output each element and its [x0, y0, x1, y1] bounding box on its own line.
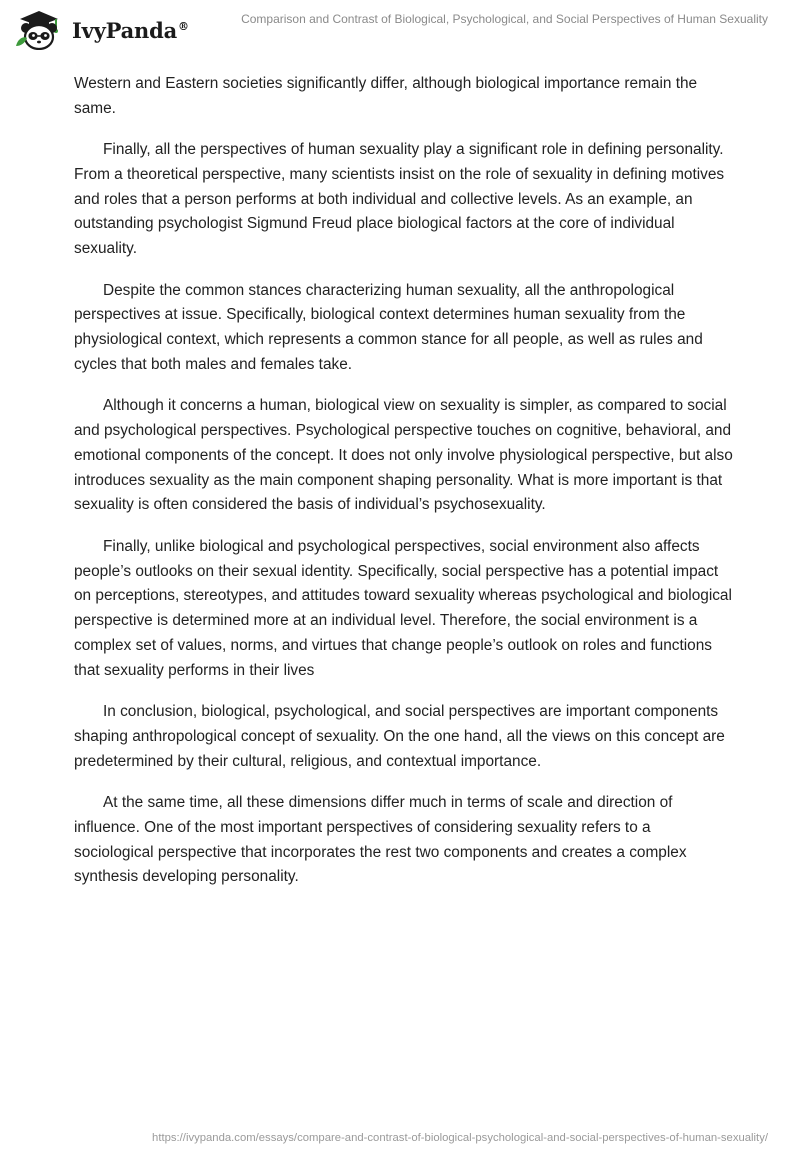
- paragraph-2: Finally, all the perspectives of human sexuality play a significant role in defining personality. From a theoretical perspective, many scientists insist on the role of sexuality in defining motives and roles that a person performs at both individual and collective levels. As an example, an outstanding psychologist Sigmund Freud place biological factors at the core of individual sexuality.: [74, 141, 725, 258]
- paragraph-7: At the same time, all these dimensions differ much in terms of scale and direction of influence. One of the most important perspectives of considering sexuality refers to a sociological perspective that incorporates the rest two components and creates a complex synthesis developing personality.: [74, 793, 687, 886]
- paragraph-1: Western and Eastern societies significantly differ, although biological importance remain the same.: [74, 75, 698, 117]
- paragraph-3: Despite the common stances characterizing human sexuality, all the anthropological perspectives at issue. Specifically, biological context determines human sexuality from the physiological context, which represents a common stance for all people, as well as rules and cycles that both males and females take.: [74, 281, 703, 373]
- panda-graduate-icon: [14, 8, 64, 50]
- document-title: Comparison and Contrast of Biological, Psychological, and Social Perspectives of Human Sexuality: [241, 12, 768, 26]
- essay-body: [74, 72, 734, 907]
- paragraph-4: Although it concerns a human, biological view on sexuality is simpler, as compared to social and psychological perspectives. Psychological perspective touches on cognitive, behavioral, and emotional components of the concept. It does not only involve physiological perspective, but also introduces sexuality as the main component shaping personality. What is more important is that sexuality is often considered the basis of individual’s psychosexuality.: [74, 397, 733, 514]
- paragraph-5: Finally, unlike biological and psychological perspectives, social environment also affects people’s outlooks on their sexual identity. Specifically, social perspective has a potential impact on perceptions, stereotypes, and attitudes toward sexuality whereas psychological and biological perspective is determined more at an individual level. Therefore, the social environment is a complex set of values, norms, and virtues that change people’s outlook on roles and functions that sexuality performs in their lives: [74, 537, 732, 679]
- source-url[interactable]: https://ivypanda.com/essays/compare-and-contrast-of-biological-psychological-and-social-perspectives-of-human-sexuality/: [152, 1132, 768, 1144]
- logo-wordmark: IvyPanda®: [72, 17, 189, 43]
- paragraph-6: In conclusion, biological, psychological, and social perspectives are important components shaping anthropological concept of sexuality. On the one hand, all the views on this concept are predetermined by their cultural, religious, and contextual importance.: [74, 703, 725, 770]
- ivypanda-logo[interactable]: [14, 8, 189, 50]
